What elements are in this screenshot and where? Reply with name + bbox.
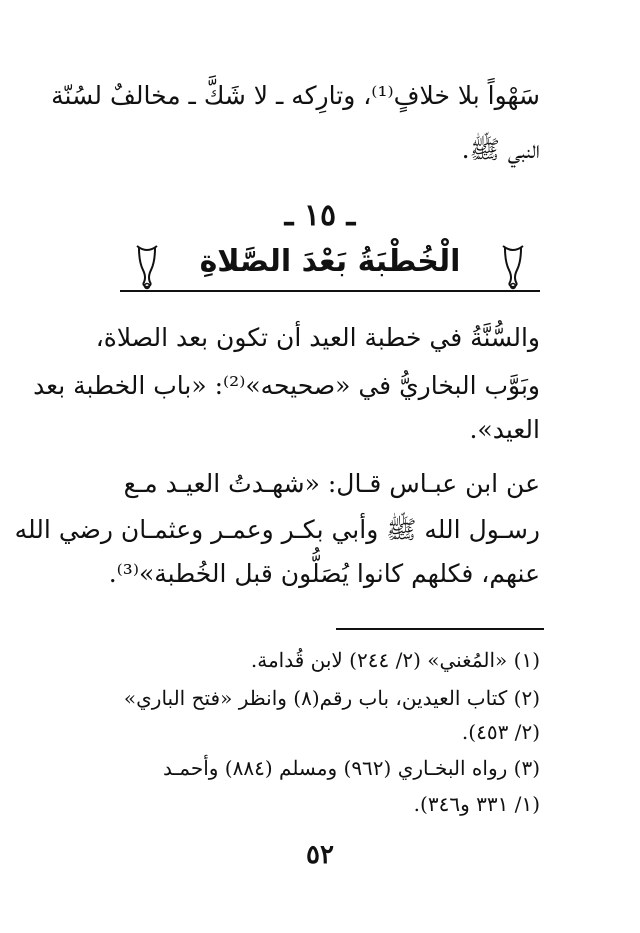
footnote-1: (١) «المُغني» (٢/ ٢٤٤) لابن قُدامة. [250,648,540,672]
footnote-3-line-1: (٣) رواه البخـاري (٩٦٢) ومسلم (٨٨٤) وأحمـد [162,756,540,780]
ornament-right-icon [500,244,526,290]
paragraph1-line-3: العيد». [469,415,540,444]
footnote-2-line-1: (٢) كتاب العيدين، باب رقم(٨) وانظر «فتح الباري» [123,686,540,710]
section-number: ـ ١٥ ـ [284,198,356,233]
section-title: الْخُطْبَةُ بَعْدَ الصَّلاةِ [199,244,461,279]
page-number: ٥٢ [306,840,334,870]
intro-line-1: سَهْواً بلا خلافٍ⁽¹⁾، وتارِكه ـ لا شَكَّ ـ مخالفٌ لسُنّة [51,81,540,110]
intro-line-2: النبي ﷺ. [461,135,540,164]
footnote-3-line-2: (١/ ٣٣١ و٣٤٦). [413,792,540,816]
paragraph2-line-1: عن ابن عبـاس قـال: «شهـدتُ العيـد مـع [123,469,540,498]
paragraph1-line-2: وبَوَّب البخاريُّ في «صحيحه»⁽²⁾: «باب الخطبة بعد [33,371,540,400]
section-title-block [120,238,540,298]
title-underline [120,290,540,292]
footnote-separator [336,628,544,630]
footnote-2-line-2: (٢/ ٤٥٣). [461,720,540,744]
paragraph2-line-2: رسـول الله ﷺ وأبي بكـر وعمـر وعثمـان رضي الله [14,515,540,544]
paragraph2-line-3: عنهم، فكلهم كانوا يُصَلُّون قبل الخُطبة»⁽³⁾. [108,559,540,588]
paragraph1-line-1: والسُّنَّةُ في خطبة العيد أن تكون بعد الصلاة، [95,323,540,352]
